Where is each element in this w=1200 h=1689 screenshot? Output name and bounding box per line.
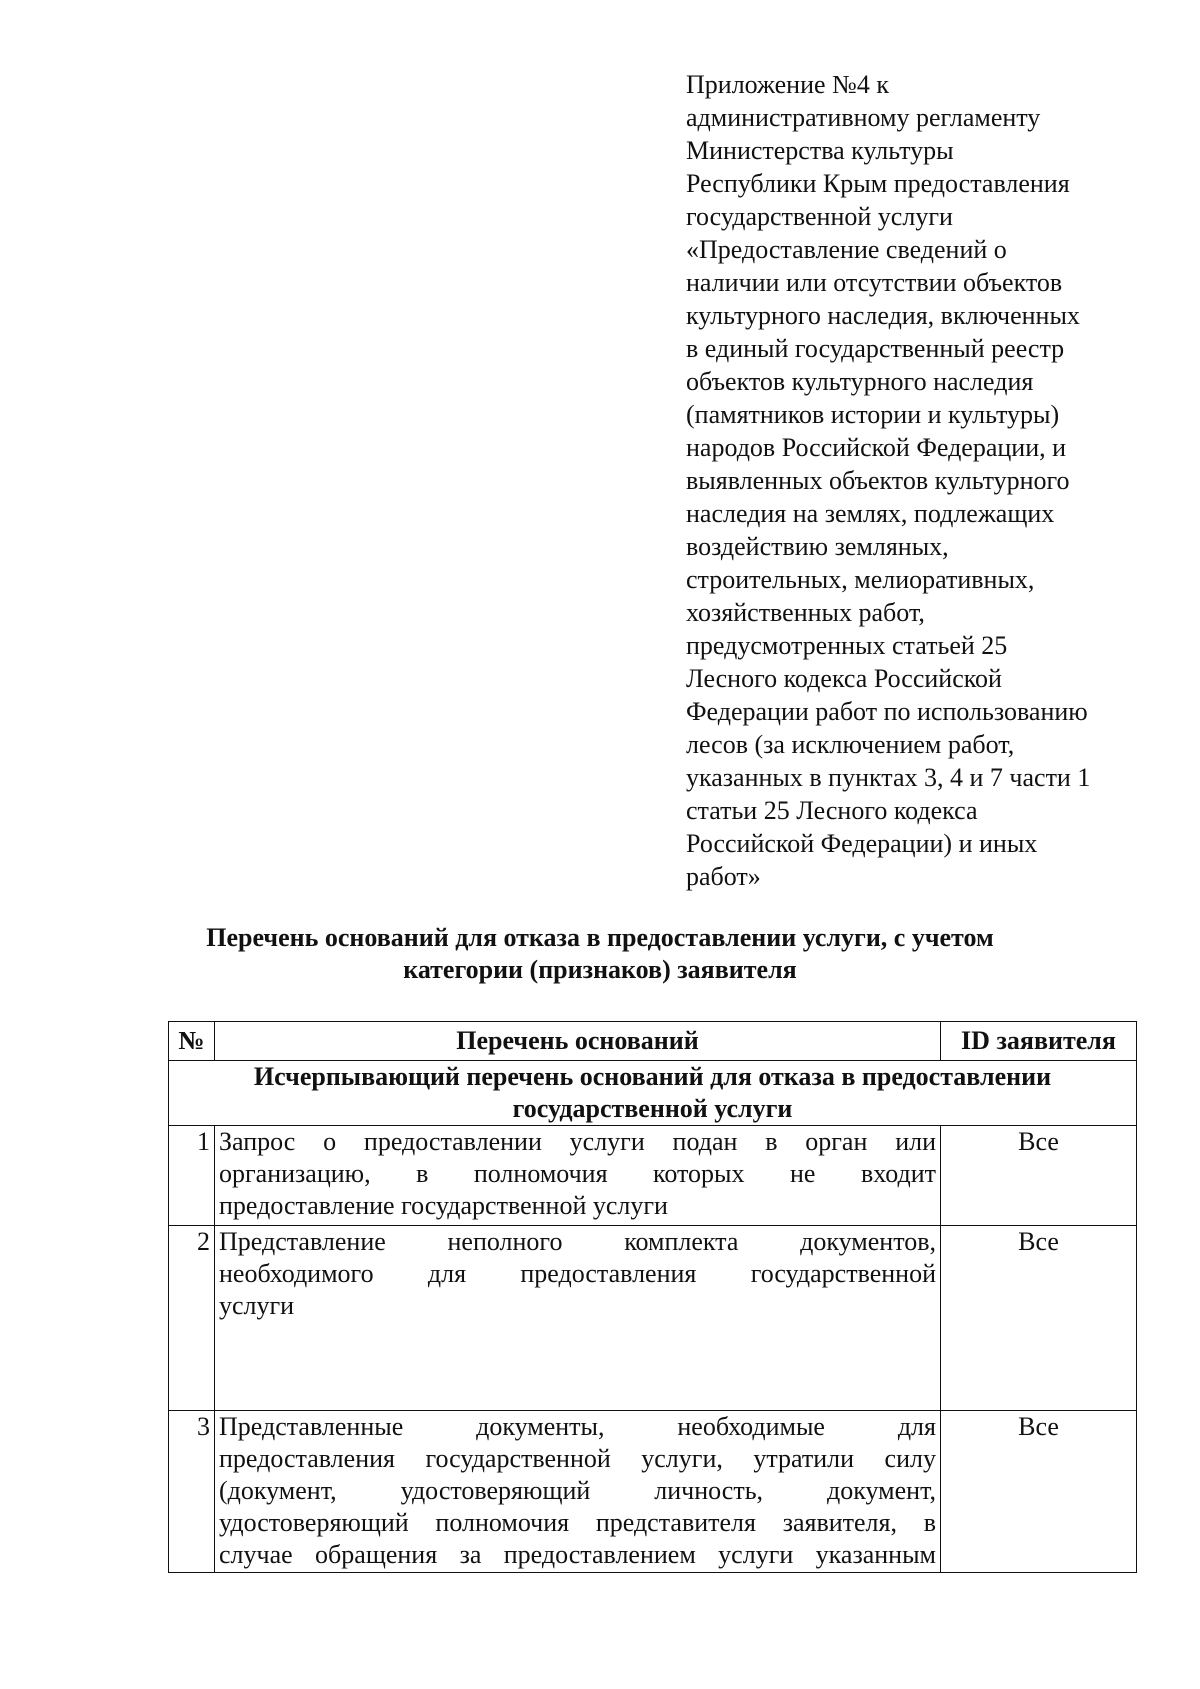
reason-line: Запрос о предоставлении услуги подан в орган или — [219, 1127, 936, 1156]
appendix-line: административному регламенту — [686, 103, 1041, 132]
row-reason — [215, 1226, 941, 1411]
row-applicant-id: Все — [941, 1126, 1137, 1226]
row-number: 3 — [169, 1411, 215, 1573]
table-row — [169, 1126, 1137, 1226]
appendix-line: указанных в пунктах 3, 4 и 7 части 1 — [686, 763, 1091, 792]
appendix-line: хозяйственных работ, — [686, 598, 925, 627]
document-title-line: категории (признаков) заявителя — [403, 955, 797, 984]
reason-line: Представленные документы, необходимые для — [219, 1412, 936, 1441]
row-number: 1 — [169, 1126, 215, 1226]
row-reason — [215, 1126, 941, 1226]
section-row — [169, 1061, 1137, 1126]
section-heading-line: Исчерпывающий перечень оснований для отказа в предоставлении — [253, 1062, 1052, 1091]
appendix-line: Лесного кодекса Российской — [686, 664, 1002, 693]
row-applicant-id: Все — [941, 1411, 1137, 1573]
table-row — [169, 1411, 1137, 1573]
appendix-line: объектов культурного наследия — [686, 367, 1034, 396]
table-header-row — [169, 1022, 1137, 1061]
appendix-line: наследия на землях, подлежащих — [686, 499, 1055, 528]
appendix-line: (памятников истории и культуры) — [686, 400, 1060, 429]
appendix-line: культурного наследия, включенных — [686, 301, 1080, 330]
reason-line: Представление неполного комплекта документов, — [219, 1227, 936, 1256]
appendix-line: Федерации работ по использованию — [686, 697, 1088, 726]
appendix-line: в единый государственный реестр — [686, 334, 1065, 363]
reason-line: удостоверяющий полномочия представителя заявителя, в — [219, 1508, 936, 1537]
row-number: 2 — [169, 1226, 215, 1411]
appendix-line: статьи 25 Лесного кодекса — [686, 796, 978, 825]
header-number: № — [169, 1022, 215, 1061]
document-title-line: Перечень оснований для отказа в предоставлении услуги, с учетом — [206, 923, 994, 952]
table-row — [169, 1226, 1137, 1411]
appendix-line: работ» — [686, 862, 761, 891]
section-heading-line: государственной услуги — [512, 1094, 793, 1123]
appendix-line: выявленных объектов культурного — [686, 466, 1070, 495]
reason-line: необходимого для предоставления государственной — [219, 1259, 936, 1288]
document-title — [150, 922, 1050, 986]
appendix-line: «Предоставление сведений о — [686, 235, 1007, 264]
appendix-line: Приложение №4 к — [686, 70, 889, 99]
appendix-line: наличии или отсутствии объектов — [686, 268, 1063, 297]
row-applicant-id: Все — [941, 1226, 1137, 1411]
reason-line: предоставление государственной услуги — [219, 1191, 668, 1220]
appendix-line: Российской Федерации) и иных — [686, 829, 1038, 858]
appendix-line: воздействию земляных, — [686, 532, 949, 561]
reason-line: предоставления государственной услуги, утратили силу — [219, 1444, 936, 1473]
reason-line: организацию, в полномочия которых не входит — [219, 1159, 936, 1188]
appendix-line: предусмотренных статьей 25 — [686, 631, 1008, 660]
appendix-header — [686, 68, 1156, 893]
header-applicant-id: ID заявителя — [941, 1022, 1137, 1061]
appendix-line: строительных, мелиоративных, — [686, 565, 1035, 594]
reason-line: услуги — [219, 1291, 295, 1320]
row-reason — [215, 1411, 941, 1573]
appendix-line: Министерства культуры — [686, 136, 954, 165]
reason-line: случае обращения за предоставлением услуги указанным — [219, 1540, 936, 1569]
appendix-line: Республики Крым предоставления — [686, 169, 1070, 198]
appendix-line: государственной услуги — [686, 202, 953, 231]
reason-line: (документ, удостоверяющий личность, документ, — [219, 1476, 936, 1505]
appendix-line: народов Российской Федерации, и — [686, 433, 1067, 462]
section-heading — [169, 1061, 1137, 1126]
appendix-line: лесов (за исключением работ, — [686, 730, 1015, 759]
header-reasons: Перечень оснований — [215, 1022, 941, 1061]
refusal-reasons-table — [168, 1021, 1137, 1573]
